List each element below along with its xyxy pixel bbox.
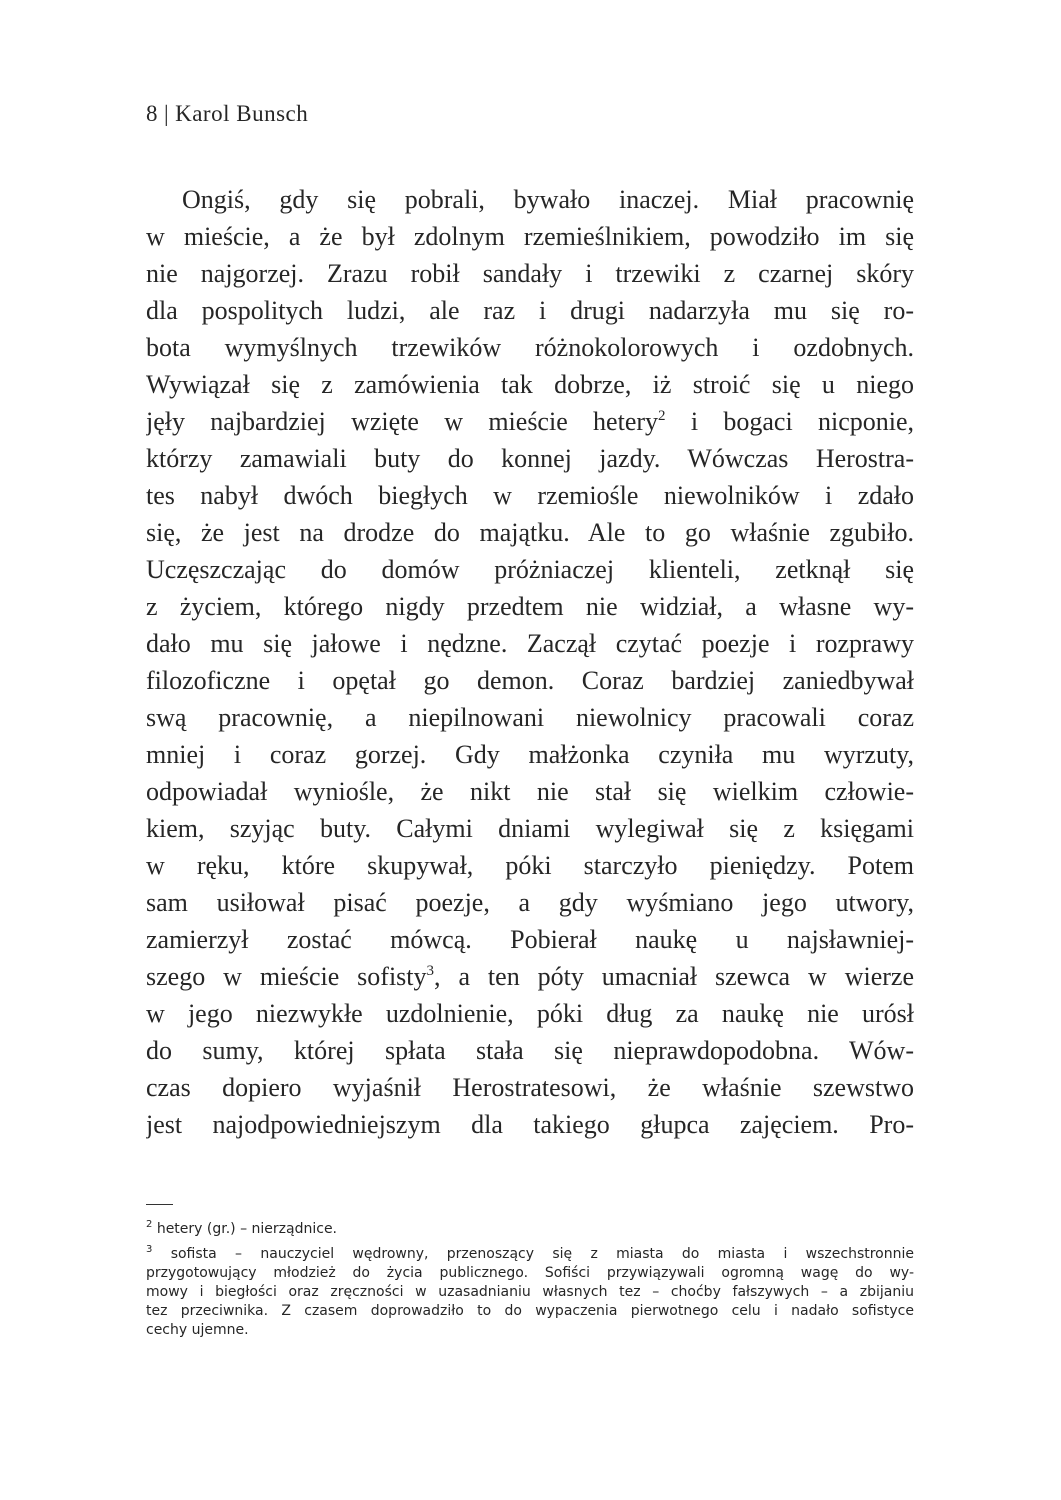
body-text [146, 181, 914, 1143]
running-head [146, 101, 308, 127]
footnote-line: tez przeciwnika. Z czasem doprowadziło to do wypaczenia pierwotnego celu i nadało sofistyce [146, 1303, 914, 1319]
footnote-3 [146, 1245, 914, 1264]
text-line: w jego niezwykłe uzdolnienie, póki dług za naukę nie urósł [146, 999, 914, 1028]
text-line: Wywiązał się z zamówienia tak dobrze, iż stroić się u niego [146, 370, 914, 399]
footnote-2 [146, 1220, 914, 1239]
footnote-text: sofista – nauczyciel wędrowny, przenoszący się z miasta do miasta i wszechstronnie [152, 1246, 914, 1262]
page-number: 8 [146, 101, 158, 126]
text-line: dla pospolitych ludzi, ale raz i drugi nadarzyła mu się ro- [146, 296, 914, 325]
text-line: dało mu się jałowe i nędzne. Zaczął czytać poezje i rozprawy [146, 629, 914, 658]
footnote-marker: 3 [146, 1245, 153, 1255]
footnote-ref-2[interactable]: 2 [658, 408, 666, 424]
text-line: do sumy, której spłata stała się nieprawdopodobna. Wów- [146, 1036, 914, 1065]
text-line: kiem, szyjąc buty. Całymi dniami wylegiwał się z księgami [146, 814, 914, 843]
footnote-line: mowy i biegłości oraz zręczności w uzasadnianiu własnych tez – choćby fałszywych – a zbijaniu [146, 1284, 914, 1300]
text-line: Ongiś, gdy się pobrali, bywało inaczej. Miał pracownię [182, 185, 914, 214]
footnote-divider [146, 1204, 173, 1205]
text-line: nie najgorzej. Zrazu robił sandały i trzewiki z czarnej skóry [146, 259, 914, 288]
header-separator: | [164, 101, 170, 126]
text-line [146, 958, 914, 995]
text-segment: jęły najbardziej wzięte w mieście hetery [146, 407, 659, 436]
text-line: jest najodpowiedniejszym dla takiego głupca zajęciem. Pro- [146, 1110, 914, 1139]
text-line: mniej i coraz gorzej. Gdy małżonka czyniła mu wyrzuty, [146, 740, 914, 769]
text-segment: i bogaci nicponie, [690, 407, 914, 436]
footnote-ref-3[interactable]: 3 [426, 963, 435, 979]
author-name: Karol Bunsch [175, 101, 309, 126]
text-line: sam usiłował pisać poezje, a gdy wyśmiano jego utwory, [146, 888, 914, 917]
text-line: z życiem, którego nigdy przedtem nie widział, a własne wy- [146, 592, 914, 621]
text-line: odpowiadał wyniośle, że nikt nie stał się wielkim człowie- [146, 777, 914, 806]
text-line: się, że jest na drodze do majątku. Ale to go właśnie zgubiło. [146, 518, 914, 547]
text-line: Uczęszczając do domów próżniaczej klienteli, zetknął się [146, 555, 914, 584]
text-line: bota wymyślnych trzewików różnokolorowych i ozdobnych. [146, 333, 914, 362]
text-segment: szego w mieście sofisty [146, 962, 427, 991]
footnote-line: cechy ujemne. [146, 1322, 249, 1338]
text-line: tes nabył dwóch biegłych w rzemiośle niewolników i zdało [146, 481, 914, 510]
text-line: swą pracownię, a niepilnowani niewolnicy pracowali coraz [146, 703, 914, 732]
text-segment: , a ten póty umacniał szewca w wierze [434, 962, 914, 991]
text-line: filozoficzne i opętał go demon. Coraz bardziej zaniedbywał [146, 666, 914, 695]
text-line: zamierzył zostać mówcą. Pobierał naukę u najsławniej- [146, 925, 914, 954]
text-line [146, 403, 914, 440]
text-line: którzy zamawiali buty do konnej jazdy. Wówczas Herostra- [146, 444, 914, 473]
text-line: czas dopiero wyjaśnił Herostratesowi, że właśnie szewstwo [146, 1073, 914, 1102]
footnote-line: przygotowujący młodzież do życia publicznego. Sofiści przywiązywali ogromną wagę do wy- [146, 1265, 914, 1281]
footnote-text: hetery (gr.) – nierządnice. [152, 1221, 338, 1237]
text-line: w ręku, które skupywał, póki starczyło pieniędzy. Potem [146, 851, 914, 880]
text-line: w mieście, a że był zdolnym rzemieślnikiem, powodziło im się [146, 222, 914, 251]
footnote-marker: 2 [146, 1220, 153, 1230]
footnotes [146, 1220, 914, 1340]
